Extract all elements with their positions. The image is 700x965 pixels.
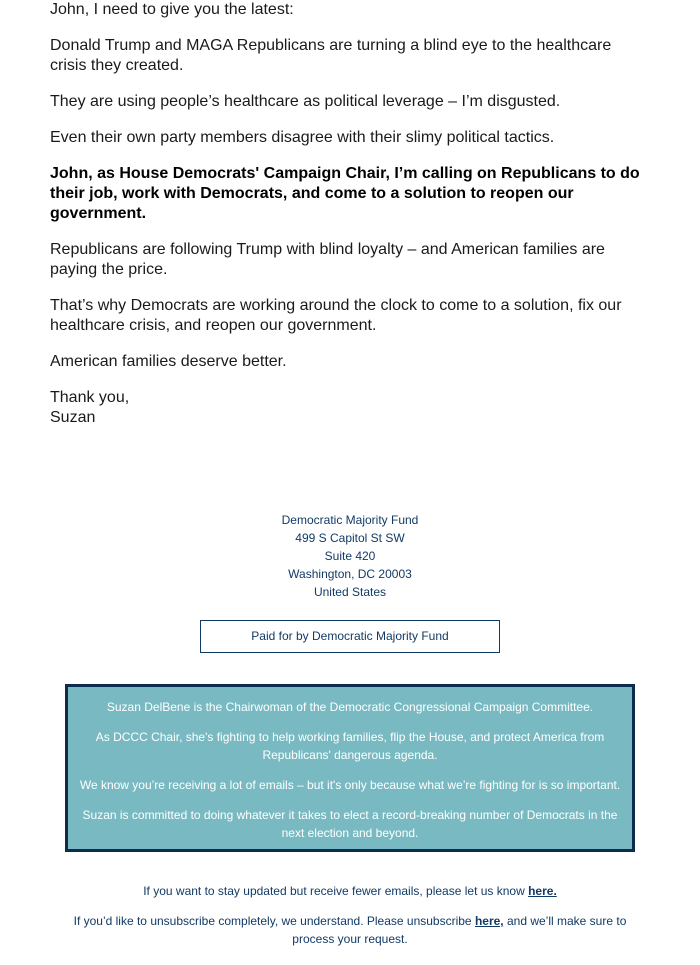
info-line-4: Suzan is committed to doing whatever it takes to elect a record-breaking number of Democrats in the next election and beyond.	[82, 808, 618, 840]
footer-unsubscribe	[60, 912, 640, 948]
footer-fewer-emails	[0, 882, 700, 900]
info-line-2: As DCCC Chair, she's fighting to help working families, flip the House, and protect America from Republicans' dangerous agenda.	[95, 730, 605, 762]
letter-signoff: Thank you,	[50, 389, 130, 406]
address-street: 499 S Capitol St SW	[295, 531, 405, 545]
fewer-emails-text: If you want to stay updated but receive fewer emails, please let us know	[143, 884, 529, 898]
address-city: Washington, DC 20003	[288, 567, 412, 581]
mailing-address	[0, 511, 700, 601]
address-suite: Suite 420	[324, 549, 376, 563]
letter-signature: Suzan	[50, 409, 96, 426]
info-line-1: Suzan DelBene is the Chairwoman of the Democratic Congressional Campaign Committee.	[106, 700, 594, 714]
letter-paragraph-7: American families deserve better.	[50, 353, 287, 370]
info-line-3: We know you’re receiving a lot of emails – but it's only because what we’re fighting for is so important.	[79, 778, 621, 792]
letter-paragraph-bold: John, as House Democrats' Campaign Chair, I’m calling on Republicans to do their job, work with Democrats, and come to a solution to reopen our government.	[50, 165, 640, 222]
chair-info-box	[65, 684, 635, 852]
letter-paragraph-6: That’s why Democrats are working around the clock to come to a solution, fix our healthcare crisis, and reopen our government.	[50, 297, 622, 334]
unsubscribe-text-after: and we’ll make sure to process your request.	[292, 914, 627, 946]
unsubscribe-link[interactable]: here,	[474, 914, 504, 928]
letter-paragraph-1: Donald Trump and MAGA Republicans are turning a blind eye to the healthcare crisis they created.	[50, 37, 612, 74]
address-org: Democratic Majority Fund	[281, 513, 419, 527]
letter-paragraph-3: Even their own party members disagree with their slimy political tactics.	[50, 129, 555, 146]
letter-paragraph-2: They are using people’s healthcare as political leverage – I’m disgusted.	[50, 93, 561, 110]
fewer-emails-link[interactable]: here.	[528, 884, 557, 898]
paid-for-disclaimer: Paid for by Democratic Majority Fund	[200, 620, 500, 653]
letter-paragraph-5: Republicans are following Trump with blind loyalty – and American families are paying the price.	[50, 241, 605, 278]
unsubscribe-text-before: If you’d like to unsubscribe completely, we understand. Please unsubscribe	[73, 914, 475, 928]
letter-greeting: John, I need to give you the latest:	[50, 1, 294, 18]
address-country: United States	[313, 585, 387, 599]
